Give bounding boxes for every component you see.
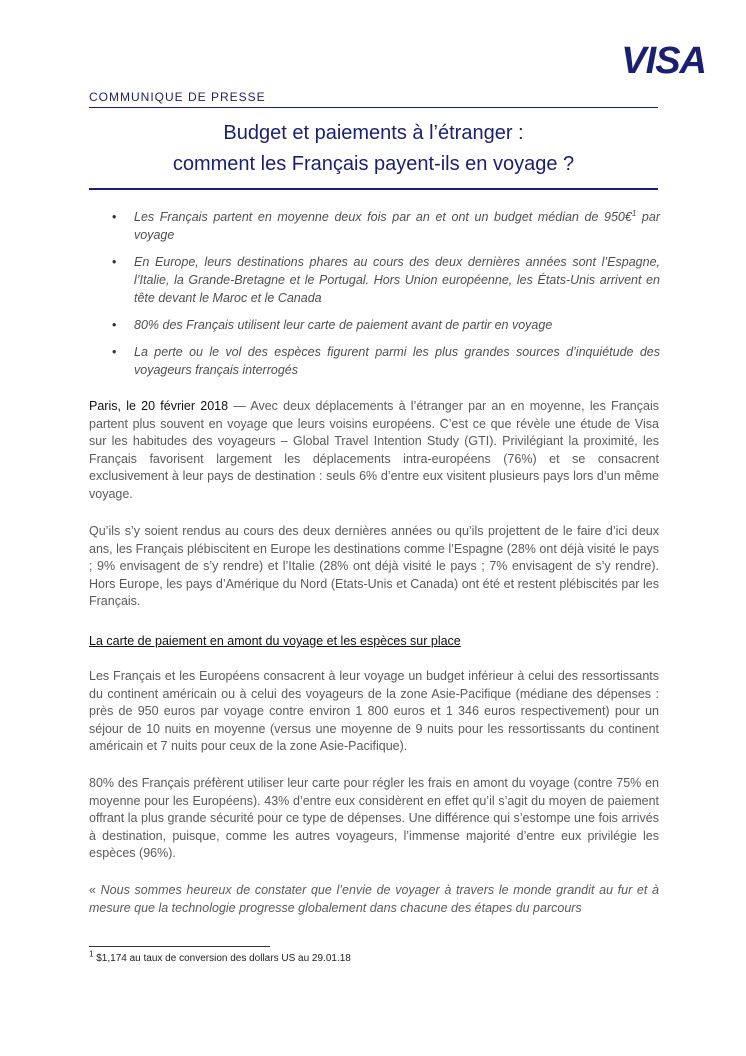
key-points-list xyxy=(112,208,660,388)
visa-logo-text: VISA xyxy=(621,40,706,82)
list-item xyxy=(112,316,660,334)
section-heading: La carte de paiement en amont du voyage et les espèces sur place xyxy=(89,634,461,648)
paragraph-card-usage: 80% des Français préfèrent utiliser leur carte pour régler les frais en amont du voyage (contre 75% en moyenne pour les Européens). 43% d’entre eux considèrent en effet qu’il s’agit du moyen de paiement offrant la plus grande sécurité pour ce type de dépenses. Une différence qui s’estompe une fois arrivés à destination, puisque, comme les autres voyageurs, l’immense majorité d’entre eux privilégie les espèces (96%). xyxy=(89,776,659,861)
footnote xyxy=(89,949,351,964)
visa-logo xyxy=(600,40,706,82)
bullet-text-tail: par voyage xyxy=(134,210,660,242)
list-item xyxy=(112,253,660,307)
title-line-1: Budget et paiements à l’étranger : xyxy=(223,122,524,144)
bullet-text: La perte ou le vol des espèces figurent parmi les plus grandes sources d’inquiétude des voyageurs français interrogés xyxy=(134,345,660,377)
bullet-icon: • xyxy=(112,210,117,224)
bullet-text: Les Français partent en moyenne deux fois par an et ont un budget médian de 950€ xyxy=(134,210,632,224)
footnote-text: $1,174 au taux de conversion des dollars US au 29.01.18 xyxy=(93,953,351,964)
list-item xyxy=(112,208,660,244)
quote-mark: « xyxy=(89,883,101,897)
bullet-icon: • xyxy=(112,255,117,269)
bullet-icon: • xyxy=(112,345,117,359)
page-title xyxy=(89,118,658,180)
quote-text: Nous sommes heureux de constater que l’envie de voyager à travers le monde grandit au fur et à mesure que la technologie progresse globalement dans chacune des étapes du parcours xyxy=(89,883,659,915)
title-divider xyxy=(89,188,658,190)
header-divider xyxy=(89,107,658,108)
paragraph-quote xyxy=(89,882,659,917)
press-release-label: COMMUNIQUE DE PRESSE xyxy=(89,90,266,104)
bullet-text: 80% des Français utilisent leur carte de paiement avant de partir en voyage xyxy=(134,318,553,332)
footnote-mark: 1 xyxy=(89,949,94,959)
title-line-2: comment les Français payent-ils en voyage ? xyxy=(172,153,575,175)
paragraph-destinations: Qu’ils s’y soient rendus au cours des deux dernières années ou qu’ils projettent de le faire d’ici deux ans, les Français plébiscitent en Europe les destinations comme l’Espagne (28% ont déjà visité le pays ; 9% envisagent de s’y rendre) et l’Italie (28% ont déjà visité le pays ; 7% envisagent de s’y rendre). Hors Europe, les pays d’Amérique du Nord (Etats-Unis et Canada) ont été et restent plébiscités par les Français. xyxy=(89,524,659,609)
dateline: Paris, le 20 février 2018 xyxy=(89,399,229,413)
paragraph-budget: Les Français et les Européens consacrent à leur voyage un budget inférieur à celui des ressortissants du continent américain ou à celui des voyageurs de la zone Asie-Pacifique (médiane des dépenses : près de 950 euros par voyage contre environ 1 800 euros et 1 346 euros respectivement) pour un séjour de 10 nuits en moyenne (versus une moyenne de 9 nuits pour les ressortissants du continent américain et 7 nuits pour ceux de la zone Asie-Pacifique). xyxy=(89,669,659,754)
footnote-ref[interactable]: 1 xyxy=(631,208,637,218)
paragraph-text: — Avec deux déplacements à l’étranger par an en moyenne, les Français partent plus souvent en voyage que leurs voisins européens. C’est ce que révèle une étude de Visa sur les habitudes des voyageurs – Global Travel Intention Study (GTI). Privilégiant la proximité, les Français favorisent largement les déplacements intra-européens (76%) et se consacrent exclusivement à leur pays de destination : seuls 6% d’entre eux visitent plusieurs pays lors d’un même voyage. xyxy=(89,399,659,501)
bullet-icon: • xyxy=(112,318,117,332)
list-item xyxy=(112,343,660,379)
footnote-divider xyxy=(89,946,270,947)
bullet-text: En Europe, leurs destinations phares au cours des deux dernières années sont l’Espagne, l’Italie, la Grande-Bretagne et le Portugal. Hors Union européenne, les États-Unis arrivent en tête devant le Maroc et le Canada xyxy=(134,255,660,305)
paragraph-intro xyxy=(89,398,659,504)
